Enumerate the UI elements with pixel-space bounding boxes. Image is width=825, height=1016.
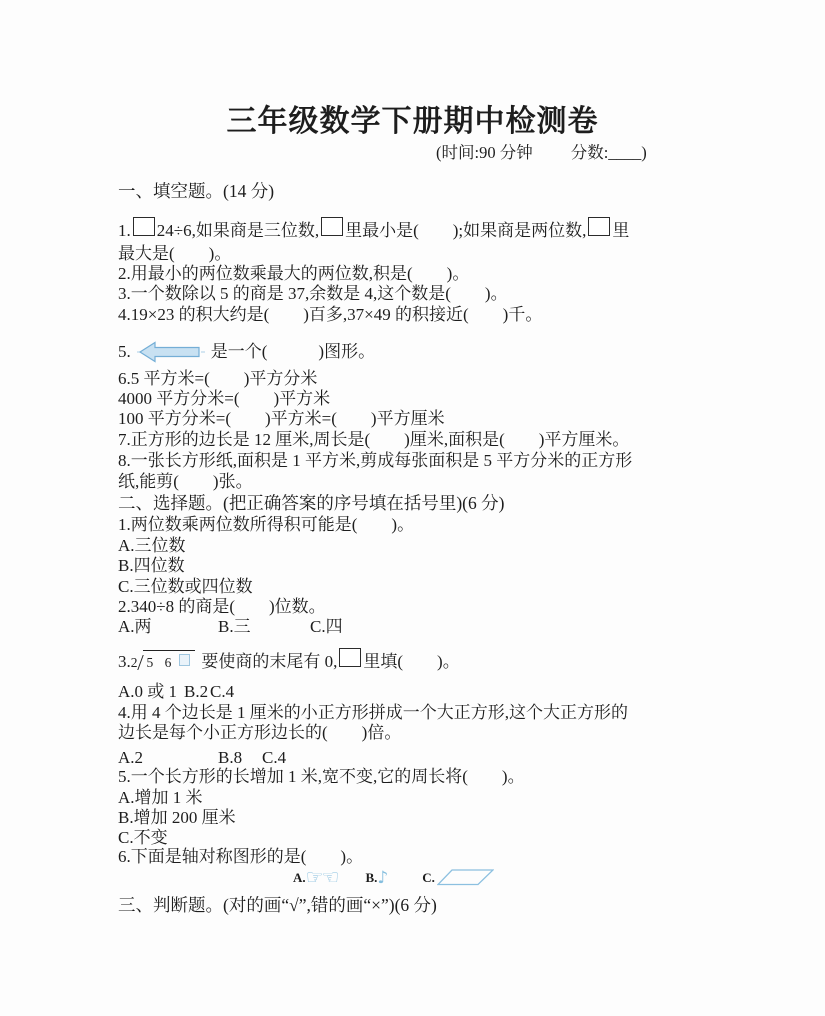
s1-q1-text2: 里最小是( );如果商是两位数, <box>345 221 587 240</box>
s2-q6-image-options <box>293 866 494 889</box>
s2-q3-option-a: A.0 或 1 <box>118 682 178 701</box>
s2-q1: 1.两位数乘两位数所得积可能是( )。 <box>118 515 415 534</box>
s2-q3-text1: 要使商的末尾有 0, <box>201 652 338 671</box>
s1-q1-text1: 24÷6,如果商是三位数, <box>156 221 320 240</box>
s2-q4-line2: 边长是每个小正方形边长的( )倍。 <box>118 723 402 742</box>
s1-q1-text3: 里 <box>612 221 630 240</box>
s2-q5: 5.一个长方形的长增加 1 米,宽不变,它的周长将( )。 <box>118 767 525 786</box>
page-title: 三年级数学下册期中检测卷 <box>226 105 599 138</box>
s2-q2: 2.340÷8 的商是( )位数。 <box>118 597 326 616</box>
s1-q5-num: 5. <box>118 342 131 361</box>
s1-q2: 2.用最小的两位数乘最大的两位数,积是( )。 <box>118 264 470 283</box>
s2-q3-option-c: C.4 <box>210 682 235 701</box>
s2-q3-options <box>118 681 234 702</box>
option-c-label: C. <box>422 870 435 885</box>
s2-q1-option-b: B.四位数 <box>118 556 185 575</box>
s1-q1-line1 <box>118 219 629 241</box>
blank-square-box <box>339 648 361 667</box>
s2-q2-option-a: A.两 <box>118 617 152 636</box>
s2-q6: 6.下面是轴对称图形的是( )。 <box>118 847 364 866</box>
s2-q1-option-a: A.三位数 <box>118 536 186 555</box>
left-arrow-icon <box>137 338 205 365</box>
division-dividend-digits: 5 6 <box>146 655 176 670</box>
parallelogram-icon <box>437 869 494 886</box>
section2-heading: 二、选择题。(把正确答案的序号填在括号里)(6 分) <box>118 493 505 513</box>
blank-blue-box <box>179 654 190 666</box>
division-dividend <box>143 650 196 673</box>
s1-q1-num: 1. <box>118 221 131 240</box>
option-a-label: A. <box>293 870 306 885</box>
s2-q4-option-b: B.8 <box>218 748 243 767</box>
s1-q7: 7.正方形的边长是 12 厘米,周长是( )厘米,面积是( )平方厘米。 <box>118 430 630 449</box>
section1-heading: 一、填空题。(14 分) <box>118 181 275 201</box>
s2-q2-option-c: C.四 <box>310 617 343 636</box>
s1-q3: 3.一个数除以 5 的商是 37,余数是 4,这个数是( )。 <box>118 284 508 303</box>
s2-q1-option-c: C.三位数或四位数 <box>118 577 253 596</box>
s1-q6-line1: 6.5 平方米=( )平方分米 <box>118 369 318 388</box>
s2-q5-option-a: A.增加 1 米 <box>118 788 203 807</box>
s1-q5-text: 是一个( )图形。 <box>210 342 376 361</box>
s1-q5 <box>118 338 375 365</box>
pointing-hands-icon: ☞☜ <box>305 865 338 889</box>
s2-q4-option-c: C.4 <box>262 748 287 767</box>
s2-q3-text2: 里填( )。 <box>363 652 460 671</box>
blank-square-box <box>321 217 343 236</box>
s1-q4: 4.19×23 的积大约是( )百多,37×49 的积接近( )千。 <box>118 305 543 324</box>
s1-q6-line3: 100 平方分米=( )平方米=( )平方厘米 <box>118 409 445 428</box>
s2-q5-option-b: B.增加 200 厘米 <box>118 808 236 827</box>
option-b-label: B. <box>365 870 378 885</box>
section3-heading: 三、判断题。(对的画“√”,错的画“×”)(6 分) <box>118 895 437 915</box>
s2-q2-options <box>118 616 343 637</box>
s2-q5-option-c: C.不变 <box>118 828 168 847</box>
s2-q3-option-b: B.2 <box>184 682 209 701</box>
s2-q2-option-b: B.三 <box>218 617 251 636</box>
s2-q3-num: 3. <box>118 652 131 671</box>
long-division-expression <box>131 655 196 670</box>
s2-q4-option-a: A.2 <box>118 748 144 767</box>
music-note-icon: ♪ <box>377 868 389 888</box>
exam-meta <box>436 139 647 163</box>
blank-square-box <box>133 217 155 236</box>
time-label: (时间:90 分钟 <box>436 143 533 162</box>
s1-q8-line2: 纸,能剪( )张。 <box>118 472 253 491</box>
s1-q8-line1: 8.一张长方形纸,面积是 1 平方米,剪成每张面积是 5 平方分米的正方形 <box>118 451 633 470</box>
s1-q1-line2: 最大是( )。 <box>118 244 232 263</box>
blank-square-box <box>588 217 610 236</box>
score-label: 分数:____) <box>570 143 647 162</box>
s2-q4-options <box>118 747 286 768</box>
s1-q6-line2: 4000 平方分米=( )平方米 <box>118 389 331 408</box>
s2-q4-line1: 4.用 4 个边长是 1 厘米的小正方形拼成一个大正方形,这个大正方形的 <box>118 703 628 722</box>
s2-q3 <box>118 650 460 673</box>
division-divisor: 2 <box>130 655 138 670</box>
